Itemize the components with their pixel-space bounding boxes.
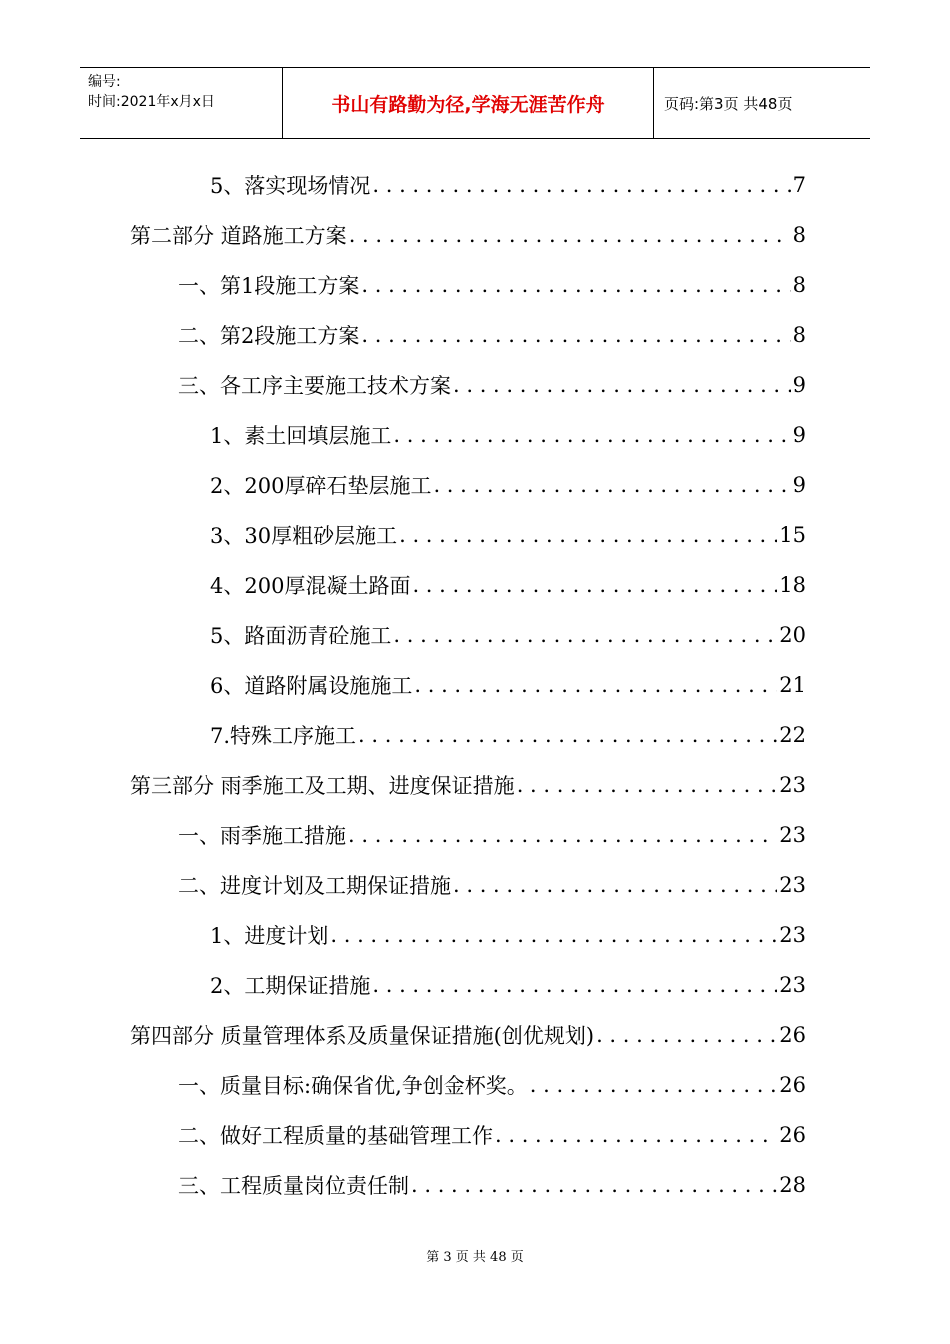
toc-entry-title: 第四部分 质量管理体系及质量保证措施(创优规划) — [130, 1024, 595, 1048]
page-footer: 第 3 页 共 48 页 — [426, 1250, 524, 1265]
toc-entry-page: 8 — [792, 273, 806, 297]
toc-entry[interactable] — [178, 860, 806, 910]
toc-entry-title: 一、雨季施工措施 — [178, 824, 346, 848]
toc-leader-dots — [453, 373, 791, 397]
toc-entry-page: 26 — [779, 1123, 806, 1147]
toc-leader-dots — [414, 673, 777, 697]
toc-leader-dots — [433, 473, 790, 497]
toc-entry-page: 26 — [779, 1023, 806, 1047]
toc-entry-title: 第三部分 雨季施工及工期、进度保证措施 — [130, 774, 515, 798]
toc-leader-dots — [372, 973, 777, 997]
document-number-label: 编号: — [88, 74, 121, 90]
toc-leader-dots — [361, 273, 790, 297]
toc-entry-title: 二、进度计划及工期保证措施 — [178, 874, 451, 898]
page-header — [80, 67, 870, 139]
toc-entry[interactable] — [178, 1060, 806, 1110]
toc-entry[interactable] — [210, 410, 806, 460]
toc-entry-page: 9 — [792, 423, 806, 447]
toc-leader-dots — [495, 1123, 777, 1147]
toc-leader-dots — [393, 623, 777, 647]
toc-entry-page: 9 — [792, 473, 806, 497]
toc-entry[interactable] — [210, 710, 806, 760]
header-meta — [80, 68, 282, 138]
toc-entry-page: 23 — [779, 873, 806, 897]
toc-entry-page: 23 — [779, 823, 806, 847]
toc-entry-title: 3、30厚粗砂层施工 — [210, 524, 398, 548]
toc-entry[interactable] — [210, 660, 806, 710]
toc-entry-title: 三、各工序主要施工技术方案 — [178, 374, 451, 398]
toc-leader-dots — [517, 773, 778, 797]
toc-entry-title: 1、进度计划 — [210, 924, 329, 948]
toc-entry-page: 15 — [779, 523, 806, 547]
toc-entry[interactable] — [210, 510, 806, 560]
toc-leader-dots — [530, 1073, 778, 1097]
toc-leader-dots — [348, 823, 777, 847]
toc-entry-title: 2、工期保证措施 — [210, 974, 371, 998]
toc-entry-title: 三、工程质量岗位责任制 — [178, 1174, 409, 1198]
toc-entry-page: 26 — [779, 1073, 806, 1097]
toc-leader-dots — [330, 923, 777, 947]
toc-entry-page: 7 — [792, 173, 806, 197]
toc-entry-page: 22 — [779, 723, 806, 747]
toc-leader-dots — [372, 173, 790, 197]
toc-entry[interactable] — [178, 260, 806, 310]
toc-entry-title: 二、做好工程质量的基础管理工作 — [178, 1124, 493, 1148]
toc-entry-title: 5、路面沥青砼施工 — [210, 624, 392, 648]
toc-entry-title: 2、200厚碎石垫层施工 — [210, 474, 432, 498]
toc-entry-title: 一、第1段施工方案 — [178, 274, 360, 298]
toc-entry-title: 4、200厚混凝土路面 — [210, 574, 411, 598]
toc-entry-page: 28 — [779, 1173, 806, 1197]
header-motto: 书山有路勤为径,学海无涯苦作舟 — [282, 68, 654, 138]
toc-entry[interactable] — [210, 460, 806, 510]
toc-entry-page: 21 — [779, 673, 806, 697]
toc-entry-page: 9 — [792, 373, 806, 397]
toc-entry-page: 18 — [779, 573, 806, 597]
header-page-info: 页码:第3页 共48页 — [664, 94, 793, 113]
toc-leader-dots — [361, 323, 790, 347]
toc-entry[interactable] — [178, 1160, 806, 1210]
toc-leader-dots — [596, 1023, 777, 1047]
toc-leader-dots — [412, 573, 777, 597]
toc-entry-title: 二、第2段施工方案 — [178, 324, 360, 348]
toc-leader-dots — [453, 873, 777, 897]
toc-leader-dots — [349, 223, 791, 247]
toc-entry-page: 23 — [779, 973, 806, 997]
toc-entry[interactable] — [210, 560, 806, 610]
toc-entry[interactable] — [210, 610, 806, 660]
toc-entry[interactable] — [178, 360, 806, 410]
toc-entry-title: 6、道路附属设施施工 — [210, 674, 413, 698]
toc-entry[interactable] — [178, 810, 806, 860]
toc-entry-page: 23 — [779, 773, 806, 797]
toc-leader-dots — [411, 1173, 777, 1197]
document-time-label: 时间:2021年x月x日 — [88, 94, 215, 110]
toc-entry[interactable] — [130, 210, 806, 260]
toc-entry-page: 8 — [792, 223, 806, 247]
toc-entry-title: 1、素土回填层施工 — [210, 424, 392, 448]
toc-entry-title: 7.特殊工序施工 — [210, 724, 357, 748]
toc-leader-dots — [399, 523, 777, 547]
toc-entry[interactable] — [130, 760, 806, 810]
toc-entry-page: 23 — [779, 923, 806, 947]
toc-entry-page: 20 — [779, 623, 806, 647]
toc-entry[interactable] — [210, 160, 806, 210]
toc-entry[interactable] — [178, 1110, 806, 1160]
toc-leader-dots — [358, 723, 777, 747]
toc-entry[interactable] — [178, 310, 806, 360]
toc-entry-title: 第二部分 道路施工方案 — [130, 224, 347, 248]
toc-entry[interactable] — [210, 910, 806, 960]
toc-entry[interactable] — [130, 1010, 806, 1060]
toc-entry-page: 8 — [792, 323, 806, 347]
toc-entry-title: 5、落实现场情况 — [210, 174, 371, 198]
toc-leader-dots — [393, 423, 790, 447]
toc-entry-title: 一、质量目标:确保省优,争创金杯奖。 — [178, 1074, 528, 1098]
toc-entry[interactable] — [210, 960, 806, 1010]
